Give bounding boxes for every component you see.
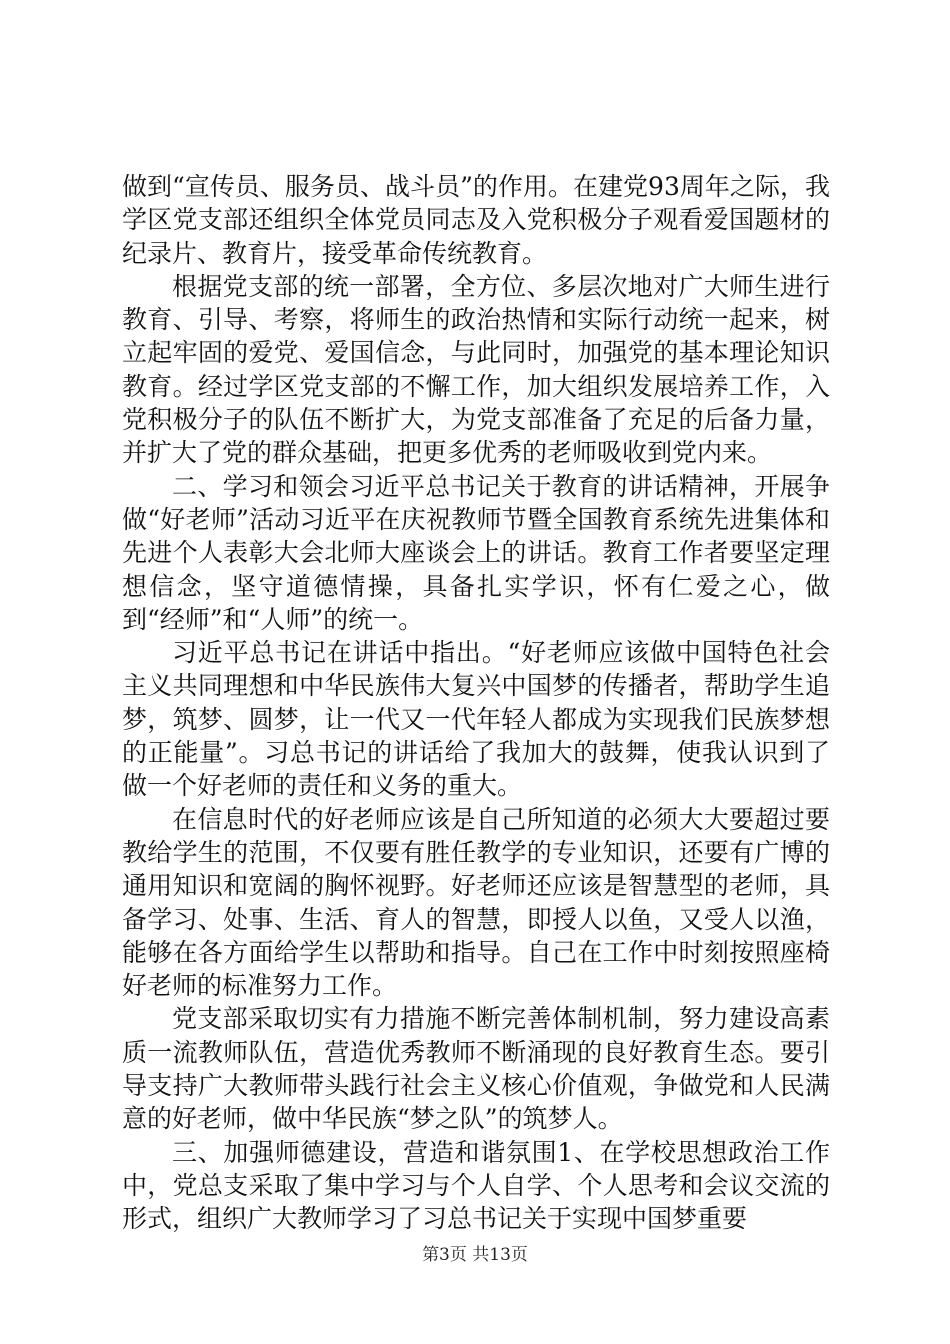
paragraph-3: 二、学习和领会习近平总书记关于教育的讲话精神，开展争做“好老师”活动习近平在庆祝教师节暨全国教育系统先进集体和先进个人表彰大会北师大座谈会上的讲话。教育工作者要坚定理想信念，坚守道德情操，具备扎实学识，怀有仁爱之心，做到“经师”和“人师”的统一。 bbox=[122, 471, 830, 634]
paragraph-4: 习近平总书记在讲话中指出。“好老师应该做中国特色社会主义共同理想和中华民族伟大复兴中国梦的传播者，帮助学生追梦，筑梦、圆梦，让一代又一代年轻人都成为实现我们民族梦想的正能量”。习总书记的讲话给了我加大的鼓舞，使我认识到了做一个好老师的责任和义务的重大。 bbox=[122, 638, 830, 801]
paragraph-5: 在信息时代的好老师应该是自己所知道的必须大大要超过要教给学生的范围，不仅要有胜任教学的专业知识，还要有广博的通用知识和宽阔的胸怀视野。好老师还应该是智慧型的老师，具备学习、处事、生活、育人的智慧，即授人以鱼，又受人以渔，能够在各方面给学生以帮助和指导。自己在工作中时刻按照座椅好老师的标准努力工作。 bbox=[122, 804, 830, 1001]
page-total: 共13页 bbox=[472, 1245, 528, 1265]
paragraph-1: 做到“宣传员、服务员、战斗员”的作用。在建党93周年之际，我学区党支部还组织全体党员同志及入党积极分子观看爱国题材的纪录片、教育片，接受革命传统教育。 bbox=[122, 172, 830, 268]
document-body bbox=[122, 170, 830, 1236]
page-number: 第3页 bbox=[422, 1245, 467, 1265]
paragraph-6: 党支部采取切实有力措施不断完善体制机制，努力建设高素质一流教师队伍，营造优秀教师不断涌现的良好教育生态。要引导支持广大教师带头践行社会主义核心价值观，争做党和人民满意的好老师，做中华民族“梦之队”的筑梦人。 bbox=[122, 1004, 830, 1134]
paragraph-7: 三、加强师德建设，营造和谐氛围1、在学校思想政治工作中，党总支采取了集中学习与个人自学、个人思考和会议交流的形式，组织广大教师学习了习总书记关于实现中国梦重要 bbox=[122, 1137, 830, 1234]
paragraph-2: 根据党支部的统一部署，全方位、多层次地对广大师生进行教育、引导、考察，将师生的政治热情和实际行动统一起来，树立起牢固的爱党、爱国信念，与此同时，加强党的基本理论知识教育。经过学区党支部的不懈工作，加大组织发展培养工作，入党积极分子的队伍不断扩大，为党支部准备了充足的后备力量，并扩大了党的群众基础，把更多优秀的老师吸收到党内来。 bbox=[122, 271, 830, 468]
page-footer bbox=[0, 1240, 950, 1265]
